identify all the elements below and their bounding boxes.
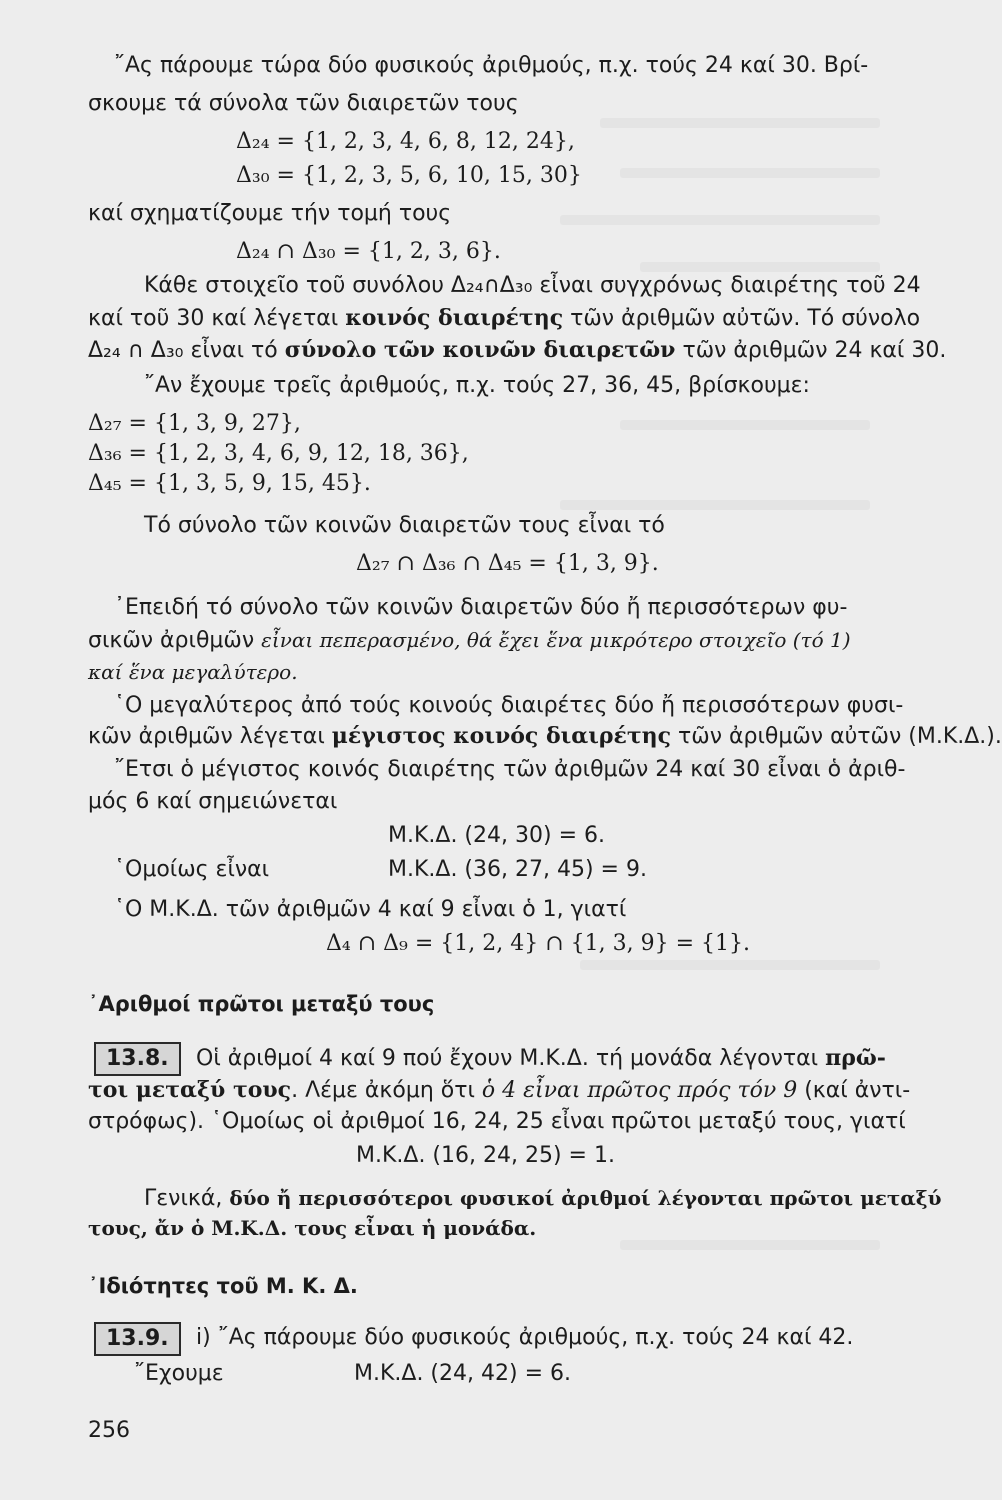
section-number-box: 13.8. [94, 1042, 181, 1076]
equation: Μ.Κ.Δ. (24, 42) = 6. [354, 1361, 571, 1386]
text-run: . Λέμε ἀκόμη ὅτι [291, 1078, 482, 1103]
equation: Μ.Κ.Δ. (16, 24, 25) = 1. [356, 1143, 615, 1168]
text-line [88, 304, 920, 333]
term-common-divisor: κοινός διαιρέτης [345, 305, 564, 331]
section-heading: ᾿Αριθμοί πρῶτοι μεταξύ τους [88, 992, 435, 1016]
text-line [88, 336, 946, 365]
term-coprime: πρῶ- [825, 1045, 886, 1071]
equation: Μ.Κ.Δ. (24, 30) = 6. [388, 823, 605, 848]
text-line [196, 1044, 886, 1073]
text-line [88, 722, 1002, 751]
text-line: ῾Ομοίως εἶναι [114, 857, 270, 882]
text-line: ῎Αν ἔχουμε τρεῖς ἀριθμούς, π.χ. τούς 27, 36, 45, βρίσκουμε: [144, 373, 810, 398]
text-line: ᾿Επειδή τό σύνολο τῶν κοινῶν διαιρετῶν δύο ἤ περισσότερων φυ- [114, 595, 848, 620]
text-run: σικῶν ἀριθμῶν [88, 628, 262, 653]
text-run: τῶν ἀριθμῶν αὐτῶν (Μ.Κ.Δ.). [671, 724, 1002, 749]
equation: Δ₂₇ ∩ Δ₃₆ ∩ Δ₄₅ = {1, 3, 9}. [356, 551, 659, 576]
text-line [144, 1184, 941, 1213]
text-line: ῎Ας πάρουμε τώρα δύο φυσικούς ἀριθμούς, π.χ. τούς 24 καί 30. Βρί- [114, 53, 869, 78]
text-run: τῶν ἀριθμῶν αὐτῶν. Τό σύνολο [563, 306, 921, 331]
text-run: κῶν ἀριθμῶν λέγεται [88, 724, 332, 749]
page-number: 256 [88, 1418, 130, 1443]
text-line: στρόφως). ῾Ομοίως οἱ ἀριθμοί 16, 24, 25 εἶναι πρῶτοι μεταξύ τους, γιατί [88, 1109, 906, 1134]
text-line: καί σχηματίζουμε τήν τομή τους [88, 201, 452, 226]
definition-bold: τους, ἄν ὁ Μ.Κ.Δ. τους εἶναι ἡ μονάδα. [88, 1216, 537, 1240]
text-line: Τό σύνολο τῶν κοινῶν διαιρετῶν τους εἶναι τό [144, 513, 665, 538]
text-line: μός 6 καί σημειώνεται [88, 789, 338, 814]
equation: Μ.Κ.Δ. (36, 27, 45) = 9. [388, 857, 647, 882]
text-line: ῎Εχουμε [134, 1361, 224, 1386]
text-line: σκουμε τά σύνολα τῶν διαιρετῶν τους [88, 91, 519, 116]
text-run: (καί ἀντι- [797, 1078, 911, 1103]
italic-statement: ὁ 4 εἶναι πρῶτος πρός τόν 9 [481, 1078, 798, 1103]
text-run: καί τοῦ 30 καί λέγεται [88, 306, 346, 331]
italic-statement: εἶναι πεπερασμένο, θά ἔχει ἕνα μικρότερο στοιχεῖο (τό 1) [261, 628, 851, 652]
text-line: i) ῎Ας πάρουμε δύο φυσικούς ἀριθμούς, π.χ. τούς 24 καί 42. [196, 1325, 854, 1350]
section-number-box: 13.9. [94, 1322, 181, 1356]
text-run: Γενικά, [144, 1186, 230, 1211]
text-line [88, 626, 851, 655]
text-line: ῾Ο μεγαλύτερος ἀπό τούς κοινούς διαιρέτες δύο ἤ περισσότερων φυσι- [114, 693, 904, 718]
equation: Δ₃₀ = {1, 2, 3, 5, 6, 10, 15, 30} [236, 163, 582, 188]
equation: Δ₂₇ = {1, 3, 9, 27}, [88, 411, 301, 436]
definition-bold: δύο ἤ περισσότεροι φυσικοί ἀριθμοί λέγονται πρῶτοι μεταξύ [229, 1186, 942, 1210]
equation: Δ₂₄ ∩ Δ₃₀ = {1, 2, 3, 6}. [236, 239, 501, 264]
term-coprime: τοι μεταξύ τους [88, 1077, 292, 1103]
term-gcd: μέγιστος κοινός διαιρέτης [331, 723, 672, 749]
text-line [88, 1076, 910, 1105]
text-run: Οἱ ἀριθμοί 4 καί 9 πού ἔχουν Μ.Κ.Δ. τή μονάδα λέγονται [196, 1046, 826, 1071]
italic-statement: καί ἕνα μεγαλύτερο. [88, 660, 298, 684]
equation: Δ₄₅ = {1, 3, 5, 9, 15, 45}. [88, 471, 371, 496]
equation: Δ₄ ∩ Δ₉ = {1, 2, 4} ∩ {1, 3, 9} = {1}. [326, 931, 750, 956]
text-line: Κάθε στοιχεῖο τοῦ συνόλου Δ₂₄∩Δ₃₀ εἶναι συγχρόνως διαιρέτης τοῦ 24 [144, 273, 921, 298]
text-line: ῾Ο Μ.Κ.Δ. τῶν ἀριθμῶν 4 καί 9 εἶναι ὁ 1, γιατί [114, 897, 627, 922]
text-line: ῎Ετσι ὁ μέγιστος κοινός διαιρέτης τῶν ἀριθμῶν 24 καί 30 εἶναι ὁ ἀριθ- [114, 757, 906, 782]
text-run: Δ₂₄ ∩ Δ₃₀ εἶναι τό [88, 338, 285, 363]
equation: Δ₃₆ = {1, 2, 3, 4, 6, 9, 12, 18, 36}, [88, 441, 469, 466]
equation: Δ₂₄ = {1, 2, 3, 4, 6, 8, 12, 24}, [236, 129, 575, 154]
term-set-common-divisors: σύνολο τῶν κοινῶν διαιρετῶν [284, 337, 676, 363]
text-run: τῶν ἀριθμῶν 24 καί 30. [675, 338, 947, 363]
section-heading: ᾿Ιδιότητες τοῦ Μ. Κ. Δ. [88, 1274, 358, 1298]
